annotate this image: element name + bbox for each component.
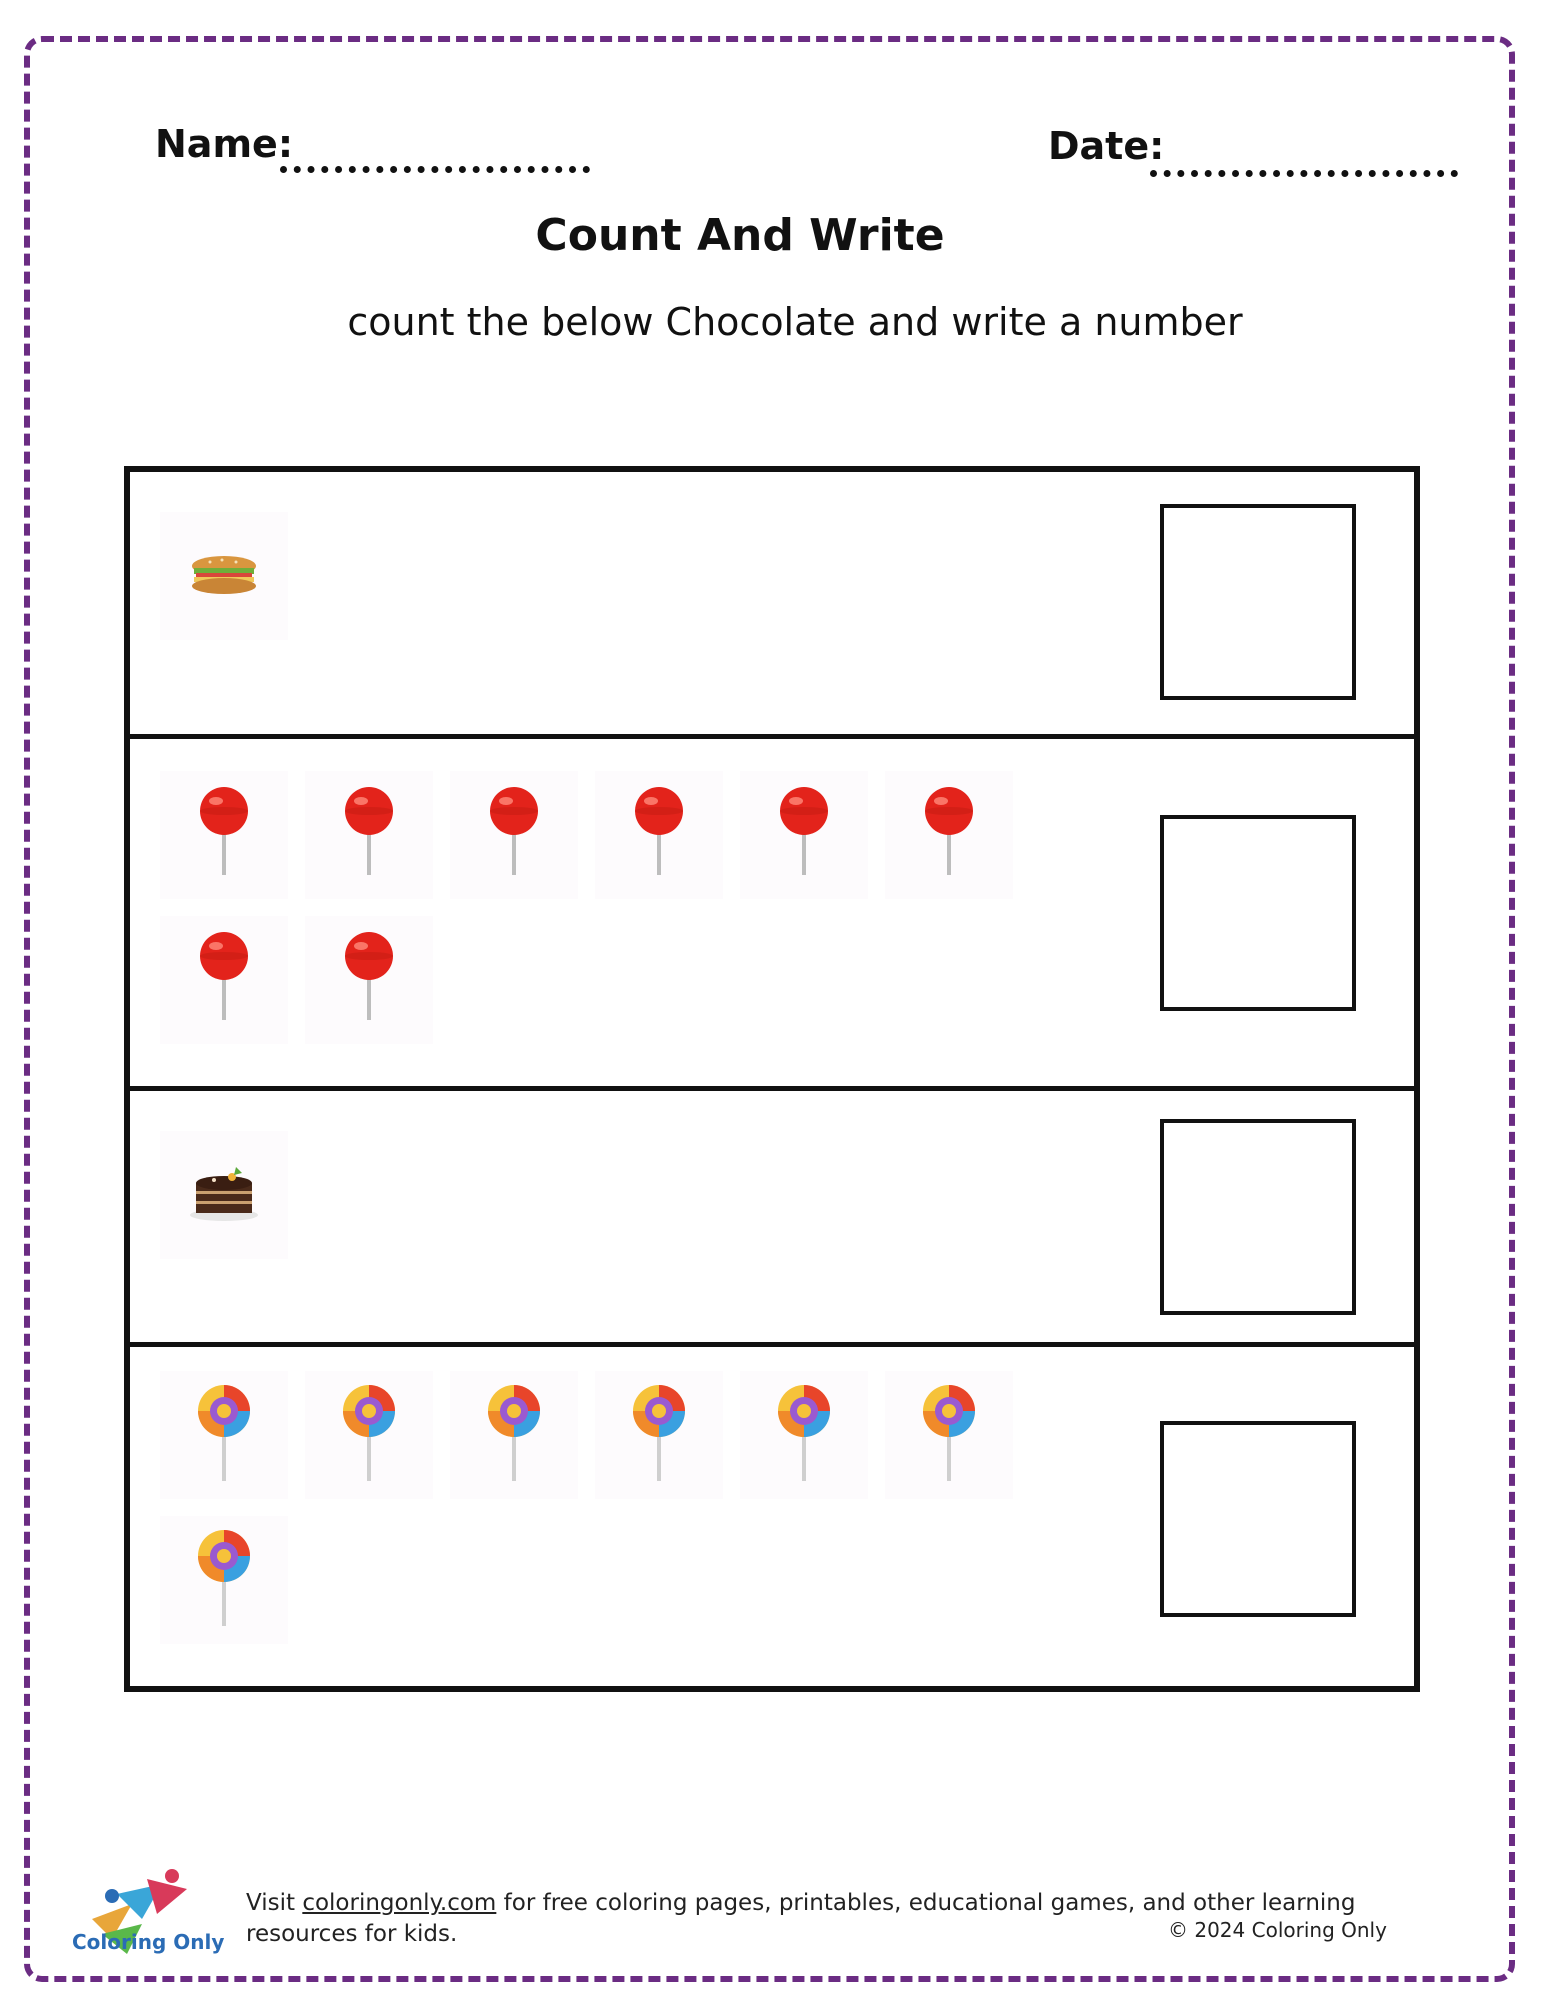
swirl-lollipop-icon	[192, 1381, 256, 1489]
name-label: Name:	[155, 122, 294, 166]
red-lollipop-icon	[629, 783, 689, 887]
counting-row	[130, 1342, 1414, 1692]
logo-wordmark: Coloring Only	[72, 1930, 225, 1954]
date-label: Date:	[1048, 124, 1165, 168]
red-lollipop-icon	[339, 928, 399, 1032]
site-link[interactable]: coloringonly.com	[302, 1890, 497, 1916]
answer-box[interactable]	[1160, 1421, 1356, 1617]
red-lollipop-tile	[160, 916, 288, 1044]
red-lollipop-tile	[595, 771, 723, 899]
swirl-lollipop-tile	[160, 1516, 288, 1644]
chocolate-cake-icon	[188, 1163, 260, 1227]
swirl-lollipop-icon	[482, 1381, 546, 1489]
red-lollipop-icon	[919, 783, 979, 887]
red-lollipop-tile	[885, 771, 1013, 899]
swirl-lollipop-tile	[595, 1371, 723, 1499]
red-lollipop-tile	[160, 771, 288, 899]
copyright: © 2024 Coloring Only	[1168, 1918, 1387, 1942]
counting-row	[130, 472, 1414, 734]
swirl-lollipop-icon	[772, 1381, 836, 1489]
answer-box[interactable]	[1160, 504, 1356, 700]
date-line[interactable]	[1150, 170, 1458, 177]
red-lollipop-icon	[194, 783, 254, 887]
swirl-lollipop-tile	[740, 1371, 868, 1499]
answer-box[interactable]	[1160, 1119, 1356, 1315]
name-line[interactable]	[280, 166, 590, 173]
red-lollipop-tile	[305, 771, 433, 899]
swirl-lollipop-tile	[305, 1371, 433, 1499]
swirl-lollipop-tile	[885, 1371, 1013, 1499]
sandwich-icon	[188, 550, 260, 602]
red-lollipop-icon	[194, 928, 254, 1032]
counting-row	[130, 1086, 1414, 1342]
swirl-lollipop-tile	[450, 1371, 578, 1499]
chocolate-cake-tile	[160, 1131, 288, 1259]
worksheet-title: Count And Write	[535, 210, 945, 261]
red-lollipop-icon	[484, 783, 544, 887]
swirl-lollipop-tile	[160, 1371, 288, 1499]
red-lollipop-tile	[305, 916, 433, 1044]
answer-box[interactable]	[1160, 815, 1356, 1011]
swirl-lollipop-icon	[627, 1381, 691, 1489]
footer-text-before: Visit	[246, 1890, 303, 1916]
red-lollipop-icon	[774, 783, 834, 887]
swirl-lollipop-icon	[337, 1381, 401, 1489]
footer-text-after: for free coloring pages, printables, educational games, and other learning resources for kids.	[246, 1890, 1356, 1947]
red-lollipop-icon	[339, 783, 399, 887]
counting-grid	[124, 466, 1420, 1692]
swirl-lollipop-icon	[917, 1381, 981, 1489]
red-lollipop-tile	[740, 771, 868, 899]
worksheet-instructions: count the below Chocolate and write a number	[347, 300, 1243, 344]
sandwich-tile	[160, 512, 288, 640]
red-lollipop-tile	[450, 771, 578, 899]
swirl-lollipop-icon	[192, 1526, 256, 1634]
counting-row	[130, 734, 1414, 1086]
